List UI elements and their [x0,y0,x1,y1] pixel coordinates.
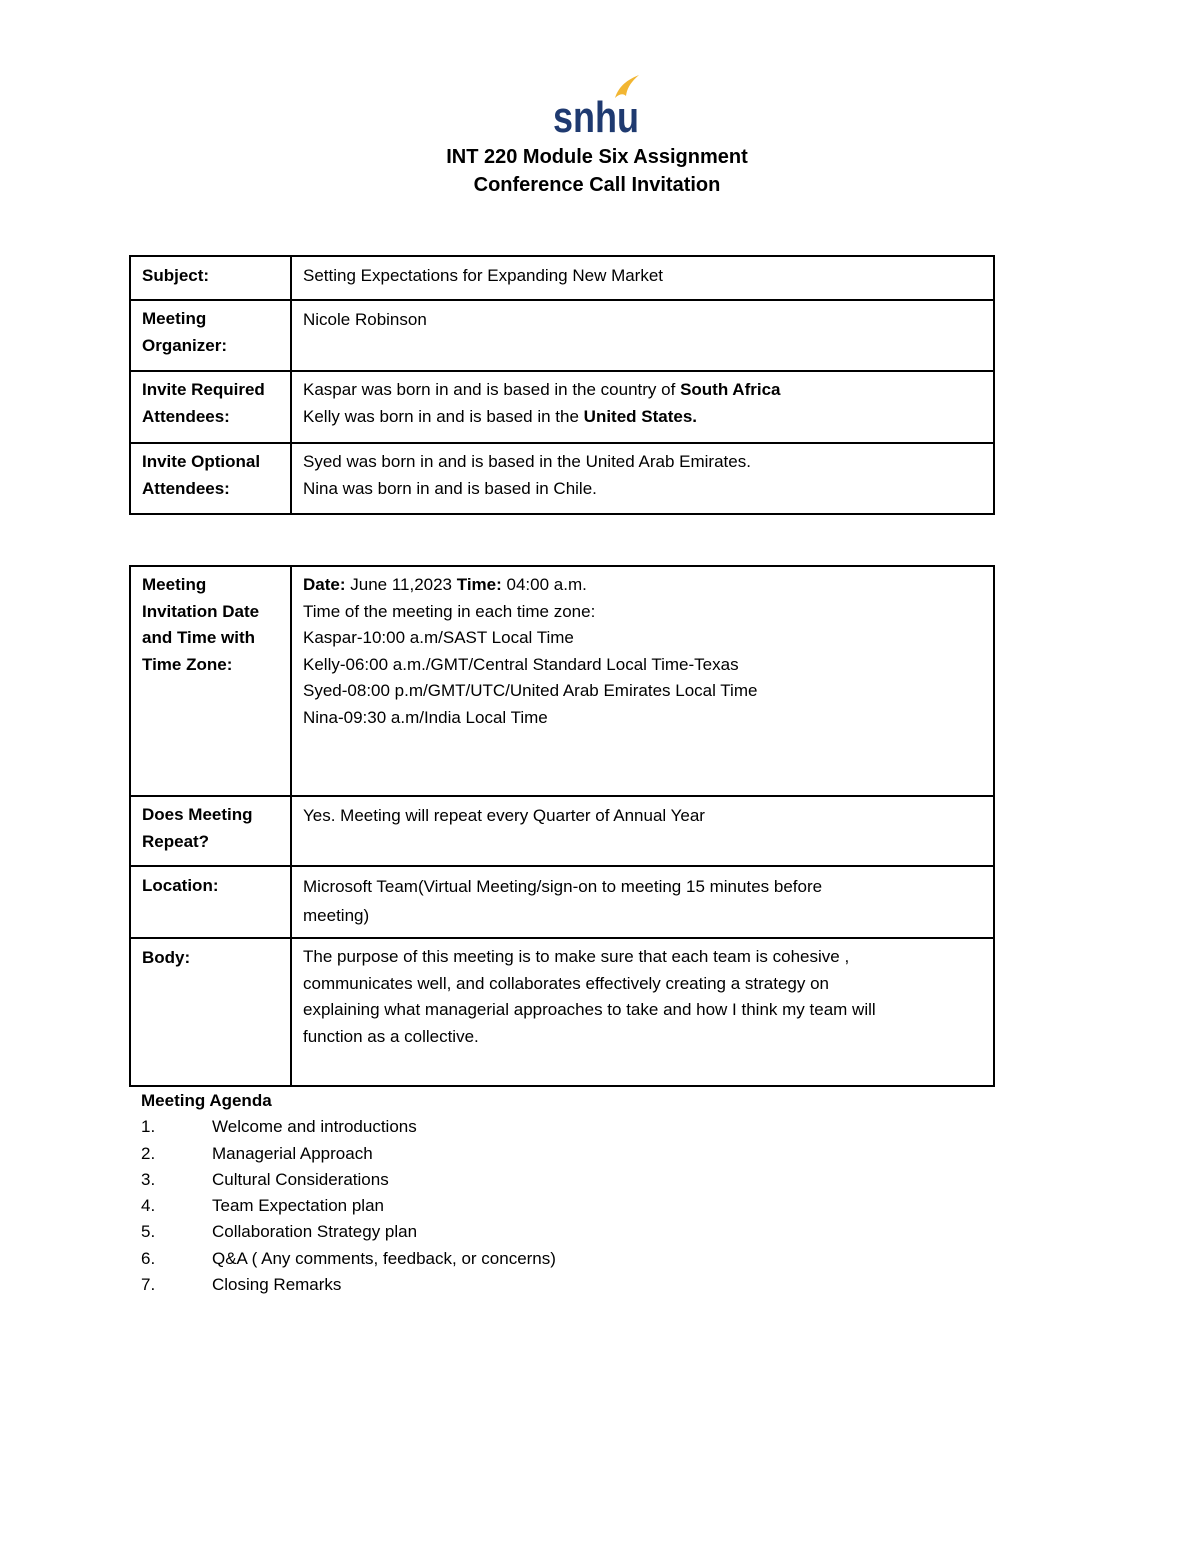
optional-attendees-row [130,443,994,514]
optional-attendees-value [291,443,994,514]
body-label: Body: [130,938,291,1086]
logo-text: snhu [553,93,639,142]
optional-attendee-syed: Syed was born in and is based in the United Arab Emirates. [303,452,751,471]
datetime-value [291,566,994,796]
organizer-value: Nicole Robinson [291,300,994,371]
time-zone-syed: Syed-08:00 p.m/GMT/UTC/United Arab Emirates Local Time [303,681,758,700]
list-item: 6. Q&A ( Any comments, feedback, or concerns) [141,1248,556,1268]
optional-attendees-label: Invite Optional Attendees: [130,443,291,514]
required-attendee-kaspar: Kaspar was born in and is based in the country of South Africa [303,380,781,399]
subject-value: Setting Expectations for Expanding New Market [291,256,994,300]
meeting-agenda [141,1088,556,1298]
time-zone-kaspar: Kaspar-10:00 a.m/SAST Local Time [303,628,574,647]
list-item: 4. Team Expectation plan [141,1196,384,1216]
organizer-label: Meeting Organizer: [130,300,291,371]
list-item: 3. Cultural Considerations [141,1169,389,1189]
meeting-details-table [129,565,995,1087]
location-label: Location: [130,866,291,938]
snhu-logo [553,72,643,142]
agenda-title: Meeting Agenda [141,1091,272,1110]
required-attendees-value [291,371,994,443]
location-value: Microsoft Team(Virtual Meeting/sign-on to meeting 15 minutes before meeting) [291,866,994,938]
datetime-row [130,566,994,796]
required-attendee-kelly: Kelly was born in and is based in the United States. [303,406,698,426]
meeting-date-time: Date: June 11,2023 Time: 04:00 a.m. [303,575,587,594]
page-subtitle: Conference Call Invitation [473,174,721,196]
repeat-label: Does Meeting Repeat? [130,796,291,866]
organizer-row [130,300,994,371]
invitation-details-table [129,255,995,515]
list-item: 1. Welcome and introductions [141,1117,417,1137]
list-item: 5. Collaboration Strategy plan [141,1222,418,1242]
optional-attendee-nina: Nina was born in and is based in Chile. [303,478,597,498]
time-zone-intro: Time of the meeting in each time zone: [303,601,596,621]
list-item: 7. Closing Remarks [141,1275,342,1295]
subject-label: Subject: [130,256,291,300]
repeat-row [130,796,994,866]
datetime-label: Meeting Invitation Date and Time with Time Zone: [130,566,291,796]
required-attendees-row [130,371,994,443]
location-row [130,866,994,938]
repeat-value: Yes. Meeting will repeat every Quarter of Annual Year [291,796,994,866]
page-title: INT 220 Module Six Assignment [446,146,748,168]
time-zone-nina: Nina-09:30 a.m/India Local Time [303,707,548,727]
body-row [130,938,994,1086]
required-attendees-label: Invite Required Attendees: [130,371,291,443]
subject-row [130,256,994,300]
body-value: The purpose of this meeting is to make sure that each team is cohesive , communicates well, and collaborates effectively creating a strategy on explaining what managerial approaches to take and how I think my team will function as a collective. [291,938,994,1086]
list-item: 2. Managerial Approach [141,1143,373,1163]
time-zone-kelly: Kelly-06:00 a.m./GMT/Central Standard Local Time-Texas [303,654,739,674]
